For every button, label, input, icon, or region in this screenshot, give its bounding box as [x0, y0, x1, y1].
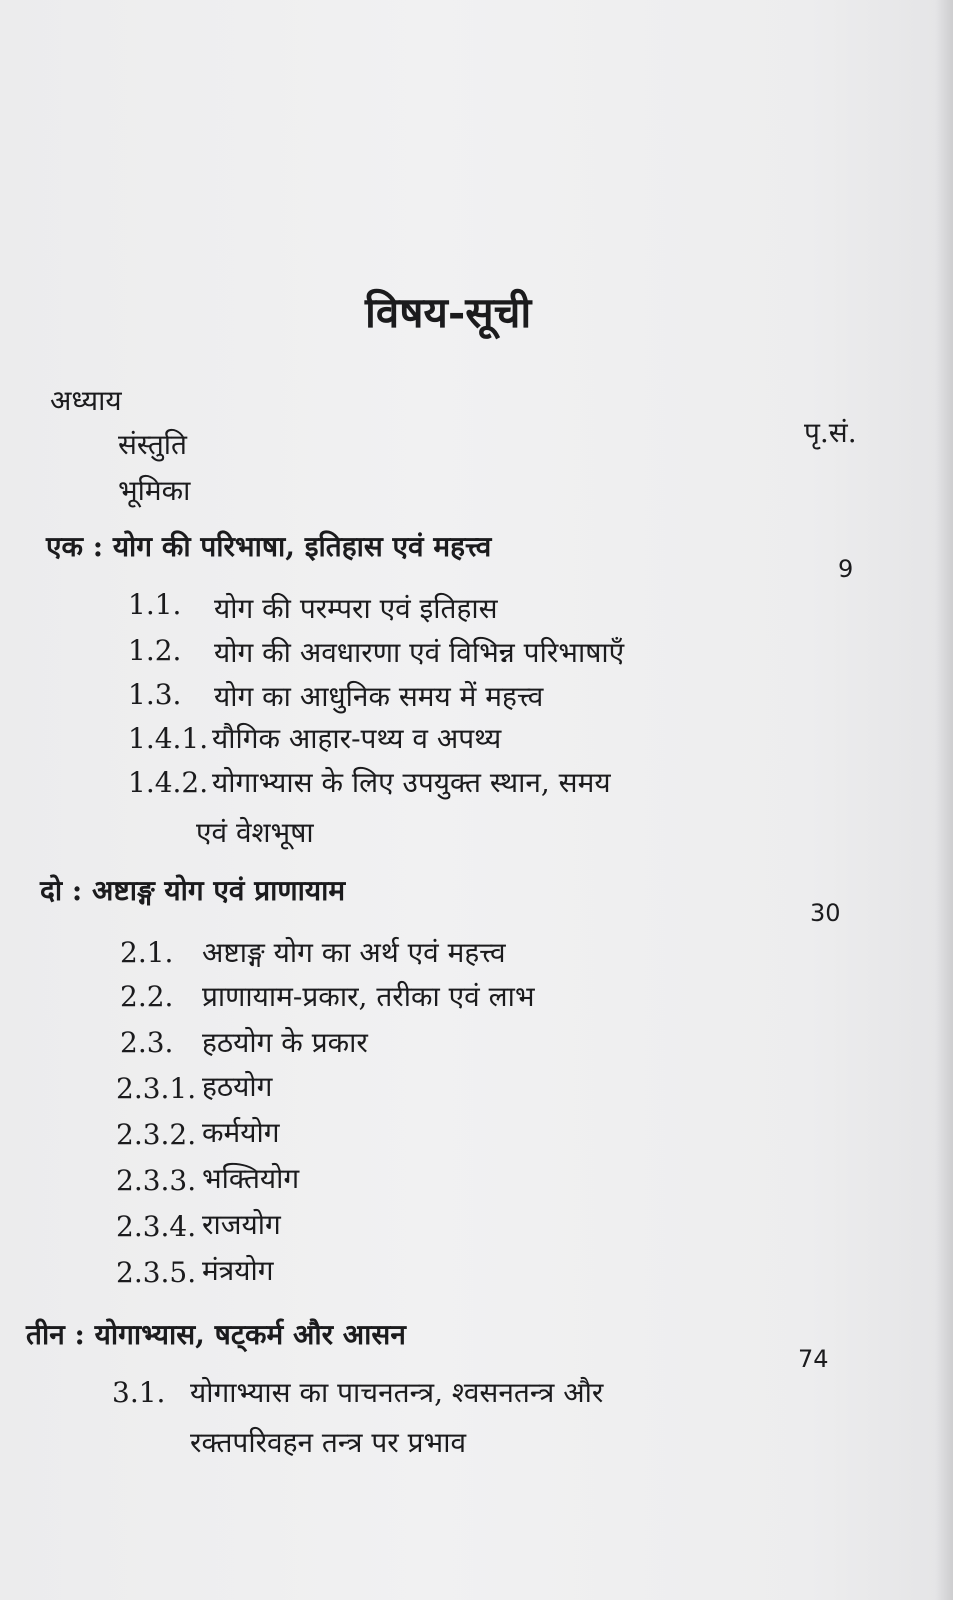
section-title: अष्टाङ्ग योग का अर्थ एवं महत्त्व [202, 936, 506, 969]
section-title: प्राणायाम-प्रकार, तरीका एवं लाभ [202, 980, 535, 1013]
section-number: 2.3.4. [116, 1210, 197, 1243]
chapter-column-header: अध्याय [50, 384, 122, 417]
section-title: योगाभ्यास का पाचनतन्त्र, श्वसनतन्त्र और [190, 1376, 604, 1409]
chapter-heading: तीन : योगाभ्यास, षट्कर्म और आसन [26, 1318, 406, 1351]
page-column-header: पृ.सं. [804, 416, 857, 449]
section-title: योग का आधुनिक समय में महत्त्व [214, 680, 544, 713]
section-title: कर्मयोग [202, 1116, 280, 1149]
section-number: 1.4.2. [128, 766, 209, 799]
section-number: 2.1. [120, 936, 174, 969]
front-matter-item: संस्तुति [118, 428, 187, 461]
section-number: 2.3.5. [116, 1256, 197, 1289]
page-edge-shadow [935, 0, 953, 1600]
chapter-page-number: 74 [798, 1345, 829, 1373]
section-title: योगाभ्यास के लिए उपयुक्त स्थान, समय [212, 766, 611, 799]
section-number: 3.1. [112, 1376, 166, 1409]
section-number: 2.3.2. [116, 1118, 197, 1151]
front-matter-item: भूमिका [118, 474, 191, 507]
section-number: 1.3. [128, 678, 182, 711]
section-title: हठयोग के प्रकार [202, 1026, 368, 1059]
section-title: राजयोग [202, 1208, 281, 1241]
section-title: योग की परम्परा एवं इतिहास [214, 592, 498, 625]
section-title: योग की अवधारणा एवं विभिन्न परिभाषाएँ [214, 636, 625, 669]
section-title: यौगिक आहार-पथ्य व अपथ्य [212, 722, 502, 755]
section-title-continued: रक्तपरिवहन तन्त्र पर प्रभाव [190, 1426, 467, 1459]
chapter-heading: दो : अष्टाङ्ग योग एवं प्राणायाम [40, 874, 346, 907]
section-title: मंत्रयोग [202, 1254, 274, 1287]
section-number: 2.3.3. [116, 1164, 197, 1197]
section-number: 2.2. [120, 980, 174, 1013]
section-number: 2.3.1. [116, 1072, 197, 1105]
section-title: भक्तियोग [202, 1162, 300, 1195]
chapter-page-number: 9 [838, 555, 854, 583]
page-title: विषय-सूची [365, 288, 532, 337]
chapter-page-number: 30 [810, 899, 841, 927]
section-number: 1.2. [128, 634, 182, 667]
chapter-heading: एक : योग की परिभाषा, इतिहास एवं महत्त्व [46, 530, 492, 563]
section-number: 1.1. [128, 588, 182, 621]
section-number: 1.4.1. [128, 722, 209, 755]
section-title: हठयोग [202, 1070, 273, 1103]
section-number: 2.3. [120, 1026, 174, 1059]
section-title-continued: एवं वेशभूषा [196, 816, 314, 849]
